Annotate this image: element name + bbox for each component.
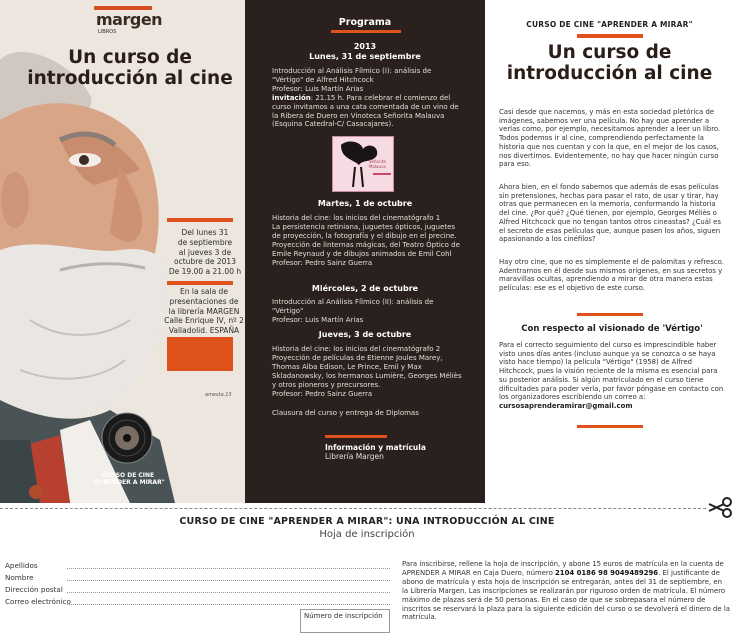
info-place: Librería Margen [325,452,384,462]
intro-panel [485,0,734,503]
day-line: Profesor: Luis Martín Arias [272,84,364,93]
day-line: Proyección de películas de Etienne Joules Marey, Thomas Alba Edison, Le Prince, Emil y Max Skladanowsky, los hermanos Lumière, Georges Méliès y otros pioneros y precursores. [272,353,462,389]
accent-block [167,337,233,371]
form-subtitle: Hoja de inscripción [319,529,415,540]
day-line: Introducción al Análisis Fílmico (II): análisis de "Vértigo" [272,298,434,315]
day-title: Miércoles, 2 de octubre [311,284,419,293]
right-title [485,42,734,84]
invite-label: invitación [272,93,311,102]
field-label: Correo electrónico [5,597,71,606]
instructions-b: . El justificante de abono de matrícula y esta hoja de inscripción se entregarán, antes del 31 de septiembre, en la Librería Margen. Las inscripciones se realizarán por riguroso orden de matrícula. El número máximo de plazas será de 50 personas. En el caso de que se sobrepasara el número de inscritos se reservará la plaza para la siguiente edición del curso o se devolverá el dinero de la matrícula. [402,568,730,622]
margen-logo [96,10,162,35]
badge-line: CURSO DE CINE [101,472,155,479]
left-title-line: Un curso de [68,47,192,68]
logo-word: margen [96,10,163,29]
field-line[interactable] [67,592,390,593]
date-info [166,228,244,277]
divider [331,30,401,33]
right-title-line: introducción al cine [506,63,713,84]
wine-event-image [332,136,394,192]
field-line[interactable] [67,568,390,569]
divider [167,218,233,222]
intro-paragraph: Hay otro cine, que no es simplemente el de palomitas y refresco. Adentrarnos en él desde sus mismos orígenes, en sus secretos y maravillas ocultas, aprendiendo a mirar de otra manera estas películas: ese es el objetivo de este curso. [499,258,724,293]
venue-line: presentaciones de [169,296,239,306]
left-panel [0,0,245,503]
date-line: De 19.00 a 21.00 h [168,267,242,277]
invite-body: : 21.15 h. Para celebrar el comienzo del curso invitamos a una cata comentada de un vino de la Ribera de Duero en Vinoteca Señorita Malauva (Esquina Catedral-C/ Casacajares). [272,93,459,129]
course-kicker: CURSO DE CINE "APRENDER A MIRAR" [526,20,693,29]
vertigo-text: Para el correcto seguimiento del curso es imprescindible haber visto unos días antes (incluso aunque ya se conozca o se haya visto hace tiempo) la película "Vértigo" (1958) de Alfred Hitchcock, pues la visión reciente de la misma es esencial para su posterior análisis. Si algún matriculado en el curso tiene dificultades para poder verla, por favor póngase en contacto con los organizadores escribiendo un correo a: [499,341,724,402]
field-apellidos[interactable] [5,561,390,571]
divider [577,313,643,316]
divider [325,435,387,438]
day-block [272,298,462,325]
intro-paragraph: Ahora bien, en el fondo sabemos que además de esas películas sin pretensiones, hechas para pasar el rato, de usar y tirar, hay otras que permanecen en la memoria, conformando la historia del cine. ¿Por qué? ¿Qué tienen, por ejemplo, Georges Méliès o Alfred Hitchcock que no tengan tantos otros cineastas? ¿Cuál es el secreto de esas películas que, aunque pasen los años, siguen apasionando a los cinéfilos? [499,183,721,244]
info-title: Información y matrícula [325,443,426,452]
vertigo-heading: Con respecto al visionado de 'Vértigo' [521,324,703,334]
day-line: "Vértigo" de Alfred Hitchcock [272,75,374,84]
right-title-line: Un curso de [547,42,672,63]
artist-signature: amesta.13 [205,392,232,398]
day-title: Martes, 1 de octubre [317,199,413,208]
day-line: Profesor: Pedro Sainz Guerra [272,389,373,398]
day-title: Jueves, 3 de octubre [318,330,412,339]
image-caption: Señorita Malauva [369,159,386,169]
field-direccion[interactable] [5,585,390,595]
instructions-a: Para inscribirse, rellene la hoja de inscripción, y abone 15 euros de matrícula en la cuenta de APRENDER A MIRAR en Caja Duero, número [402,560,724,577]
venue-line: la librería MARGEN [168,306,240,316]
field-label: Apellidos [5,561,38,570]
field-line[interactable] [67,580,390,581]
divider [577,425,643,428]
day-block [272,345,462,398]
field-correo[interactable] [5,597,390,607]
date-line: octubre de 2013 [174,257,236,267]
day-line: La persistencia retiniana, juguetes ópticos, juguetes de proyección, la fotografía y el dibujo en el precine. Proyección de linternas mágicas, del Teatro Óptico de Emile Reynaud y de dibujos animados de Emil Cohl [272,222,460,258]
day-line: Historia del cine: los inicios del cinematógrafo 2 [272,345,441,353]
date-line: al jueves 3 de [178,247,232,257]
field-label: Nombre [5,573,34,582]
day-title: Lunes, 31 de septiembre [309,52,421,61]
venue-line: En la sala de [180,287,228,296]
badge-caption [78,472,178,486]
program-panel [245,0,485,503]
venue-info [164,287,244,336]
contact-email[interactable]: cursosaprenderamirar@gmail.com [499,401,633,410]
program-title: Programa [338,17,392,28]
day-block [272,67,462,129]
closing-text: Clausura del curso y entrega de Diplomas [272,409,419,417]
divider [167,281,233,285]
field-nombre[interactable] [5,573,390,583]
day-block [272,214,462,267]
vertigo-paragraph [499,341,725,411]
field-line[interactable] [67,604,390,605]
field-label: Dirección postal [5,585,63,594]
day-line: Historia del cine: los inicios del cinematógrafo 1 [272,214,441,222]
account-number: 2104 0186 98 9049489296 [555,568,659,577]
day-line: Profesor: Pedro Sainz Guerra [272,258,373,267]
registration-info [325,443,435,461]
venue-line: Valladolid. ESPAÑA [168,326,240,336]
day-line: Profesor: Luis Martín Arias [272,315,364,324]
date-line: Del lunes 31 [181,228,229,237]
invite-text [272,94,462,130]
left-title-line: introducción al cine [27,68,233,89]
logo-accent-bar [94,6,152,10]
divider [577,34,643,38]
intro-paragraph: Casi desde que nacemos, y más en esta sociedad pletórica de imágenes, sabemos ver una película. No hay que aprender a verlas como, por ejemplo, necesitamos aprender a leer un libro. Todos podemos ir al cine, comprendiendo perfectamente la historia que nos cuentan y con la que, en el mejor de los casos, nos divertimos. Evidentemente, no hay que hacer ningún curso para eso. [499,108,721,169]
left-title [18,47,242,89]
registration-number-box: Número de inscripción [300,609,390,633]
date-line: de septiembre [177,237,233,247]
badge-line: "APRENDER A MIRAR" [91,479,165,486]
venue-line: Calle Enrique IV, nº 2 [164,316,244,326]
form-title: CURSO DE CINE "APRENDER A MIRAR": UNA INTRODUCCIÓN AL CINE [179,516,555,527]
form-instructions [402,560,730,622]
cut-line [0,508,706,509]
program-year: 2013 [353,42,377,51]
day-line: Introducción al Análisis Fílmico (I): análisis de [272,67,432,75]
logo-sub: LIBROS [98,29,117,35]
film-reel-icon [101,412,153,464]
